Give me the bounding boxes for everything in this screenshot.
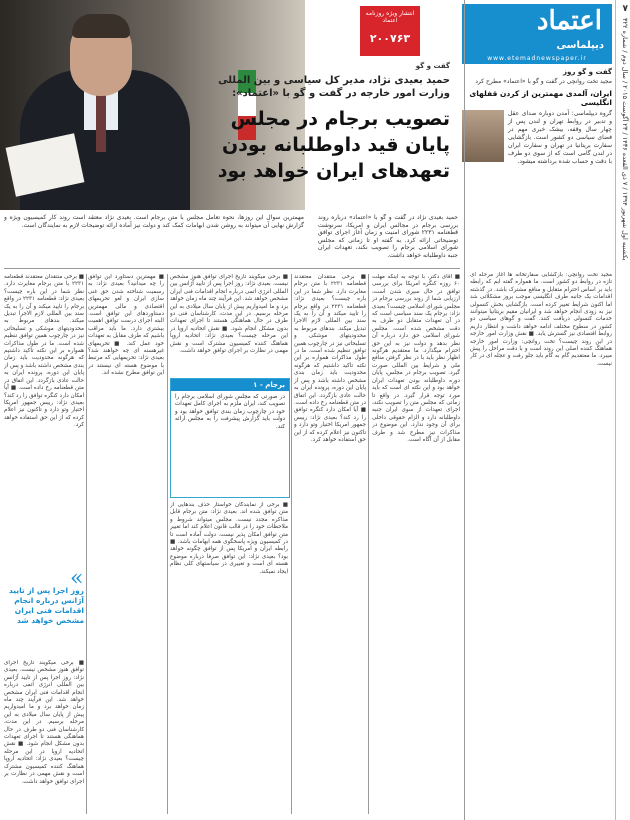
callout-title: برجام - ۱: [171, 379, 289, 391]
column-rule: [291, 274, 292, 814]
masthead: [462, 4, 612, 64]
lead-left: مهمترین سوال این روزها، نحوه تعامل مجلس با متن برجام است. بعیدی نژاد معتقد است روند کار کمیسیون ویژه و گزارش نهایی آن میتواند به روشن شدن ابهامات کمک کند و دولت نیز آماده ارائه توضیحات لازم به نمایندگان است.: [4, 214, 304, 229]
interview-subhead: ایران، آلمدی مهمترین از کردن قفلهای انگلیسی: [469, 89, 612, 107]
article-column-5: ■ مهمترین دستاورد این توافق را چه میدانید؟ بعیدی نژاد: به رسمیت شناخته شدن حق غنی سازی ایران و لغو تحریمهای اقتصادی و مالی مهمترین دستاوردهای این توافق است. البته اجرای درست توافق اهمیت بیشتری دارد. ما باید مراقب باشیم که طرف مقابل به تعهدات خود عمل کند. ■ تحریمهای غیرهسته ای چه خواهند شد؟ بعیدی نژاد: تحریمهایی که مرتبط با موضوع هسته ای نیستند در این توافق مطرح نشده اند.: [88, 274, 164, 377]
horizontal-rule: [4, 268, 460, 269]
date-strip: [615, 0, 630, 820]
article-deck: حمید بعیدی نژاد، مدیر کل سیاسی و بین المللی وزارت امور خارجه در گفت و گو با «اعتماد»:: [218, 75, 450, 99]
red-badge-label: انتشار ویژه روزنامه اعتماد: [365, 10, 415, 24]
red-badge: [360, 6, 420, 56]
interview-intro: مجید تخت روانچی در گفت و گو با «اعتماد» مطرح کرد: [475, 78, 612, 85]
column-rule: [368, 274, 369, 814]
interview-kicker: گفت و گو روز: [562, 68, 612, 76]
newspaper-logo: اعتماد: [536, 6, 602, 36]
article-head: [210, 62, 450, 184]
article-title: تصویب برجام در مجلس پایان قید داوطلبانه بودن تعهدهای ایران خواهد بود: [217, 108, 450, 182]
callout-box: [170, 378, 290, 498]
callout-body: در صورتی که مجلس شورای اسلامی برجام را تصویب کند، ایران ملزم به اجرای کامل تعهدات خود در چارچوب زمان بندی توافق خواهد بود و دولت باید گزارش پیشرفت را به مجلس ارائه کند.: [175, 394, 285, 430]
website-url: www.etemadnewspaper.ir: [487, 55, 587, 62]
article-column-7: ■ برخی میگویند تاریخ اجرای توافق هنوز مشخص نیست. بعیدی نژاد: روز اجرا پس از تایید آژانس بین المللی انرژی اتمی درباره انجام اقدامات فنی ایران مشخص خواهد شد. این فرآیند چند ماه زمان خواهد برد و ما امیدواریم پیش از پایان سال میلادی به این مرحله برسیم. در این مدت، کارشناسان فنی دو طرف در حال هماهنگی هستند تا اجرای تعهدات بدون مشکل انجام شود. ■ نقش اتحادیه اروپا در این مرحله چیست؟ بعیدی نژاد: اتحادیه اروپا هماهنگ کننده کمیسیون مشترک است و نقش مهمی در نظارت بر اجرای توافق خواهد داشت.: [4, 660, 84, 785]
article-column-6: ■ برخی منتقدان معتقدند قطعنامه ۲۲۳۱ با متن برجام مغایرت دارد. نظر شما در این باره چیست؟ بعیدی نژاد: قطعنامه ۲۲۳۱ در واقع برجام را تایید میکند و آن را به یک سند بین المللی لازم الاجرا تبدیل میکند. بندهای مربوط به محدودیتهای موشکی و تسلیحاتی نیز در چارچوب همین توافق تنظیم شده است. ما در طول مذاکرات همواره بر این نکته تاکید داشتیم که هرگونه محدودیت باید زمان بندی مشخص داشته باشد و پس از پایان این دوره، پرونده ایران به حالت عادی بازگردد. این اتفاق در متن قطعنامه رخ داده است. ■ آیا امکان دارد کنگره توافق را رد کند؟ بعیدی نژاد: رییس جمهور امریکا اختیار وتو دارد و تاکنون نیز اعلام کرده که از این حق استفاده خواهد کرد.: [4, 274, 84, 429]
section-divider: [464, 0, 465, 820]
red-badge-number: ۲۰۰۷۶۳: [369, 32, 411, 45]
article-column-3: ■ برخی میگویند تاریخ اجرای توافق هنوز مشخص نیست. بعیدی نژاد: روز اجرا پس از تایید آژانس بین المللی انرژی اتمی درباره انجام اقدامات فنی ایران مشخص خواهد شد. این فرآیند چند ماه زمان خواهد برد و ما امیدواریم پیش از پایان سال میلادی به این مرحله برسیم. در این مدت، کارشناسان فنی دو طرف در حال هماهنگی هستند تا اجرای تعهدات بدون مشکل انجام شود. ■ نقش اتحادیه اروپا در این مرحله چیست؟ بعیدی نژاد: اتحادیه اروپا هماهنگ کننده کمیسیون مشترک است و نقش مهمی در نظارت بر اجرای توافق خواهد داشت.: [170, 274, 288, 355]
pull-quote: روز اجرا پس از تایید آژانس درباره انجام اقدامات فنی ایران مشخص خواهد شد: [8, 586, 84, 625]
article-column-4: ■ برخی از نمایندگان خواستار حذف بندهایی از متن توافق شده اند. بعیدی نژاد: متن برجام قابل مذاکره مجدد نیست. مجلس میتواند شروط و ملاحظات خود را در قالب قانون اعلام کند اما تغییر متن توافق امکان پذیر نیست. دولت آماده است تا در کمیسیون ویژه پاسخگوی همه ابهامات باشد. ■ رابطه ایران و امریکا پس از توافق چگونه خواهد بود؟ بعیدی نژاد: این توافق صرفا درباره موضوع هسته ای است و تغییری در سیاستهای کلی نظام ایجاد نمیکند.: [170, 502, 288, 575]
article-column-1: ■ آقای دکتر، با توجه به اینکه مهلت ۶۰ روزه کنگره امریکا برای بررسی توافق در حال سپری شدن است، ارزیابی شما از روند بررسی برجام در مجلس شورای اسلامی چیست؟ بعیدی نژاد: برجام یک سند سیاسی است که در آن تعهدات متقابل دو طرف به دقت مشخص شده است. مجلس شورای اسلامی حق دارد درباره آن نظر بدهد و دولت نیز به این حق احترام میگذارد. ما معتقدیم هرگونه اظهار نظر باید با در نظر گرفتن منافع ملی و شرایط بین المللی صورت گیرد. تصویب برجام در مجلس، پایان دوره داوطلبانه بودن تعهدات ایران خواهد بود و این نکته ای است که باید مورد توجه قرار گیرد. در واقع تا زمانی که مجلس متن را تصویب نکند، اجرای تعهدات از سوی ایران جنبه داوطلبانه دارد و الزام حقوقی داخلی برای آن وجود ندارد. این موضوع در مذاکرات نیز مطرح شد و طرف مقابل از آن آگاه است.: [372, 274, 460, 443]
quote-mark-icon: «: [70, 566, 84, 591]
portrait-photo: [462, 110, 504, 162]
interview-body: گروه دیپلماسی: آمدن دوباره صدای عقل و تدبیر در روابط تهران و لندن پس از چهار سال وقفه، بیشک خبری مهم در فضای سیاسی دو کشور است. بازگشایی سفارت بریتانیا در تهران و سفارت ایران در لندن گامی است که از سوی دو طرف با دقت و حساب شده برداشته میشود.: [508, 110, 612, 165]
column-rule: [167, 274, 168, 814]
column-rule: [86, 274, 87, 814]
article-tag: گفت و گو: [415, 62, 450, 70]
issue-date: یکشنبه اول شهریور ۱۳۹۴ / ۷ ذی القعده ۱۴۳۶ / ۲۳ آگوست ۲۰۱۵ / سال دوم / شماره ۳۲۲: [621, 18, 629, 261]
lead-right: حمید بعیدی نژاد در گفت و گو با «اعتماد» درباره روند بررسی برجام در مجالس ایران و امریکا، سرنوشت قطعنامه ۲۲۳۱ شورای امنیت و زمان آغاز اجرای توافق توضیحاتی ارائه کرد. به گفته او تا زمانی که مجلس شورای اسلامی برجام را تصویب نکند، تعهدات ایران جنبه داوطلبانه خواهد داشت.: [318, 214, 458, 259]
page-number: ۷: [622, 4, 628, 14]
interview-box: [462, 68, 612, 268]
section-title: دیپلماسی: [556, 40, 604, 51]
article-column-2: ■ برخی منتقدان معتقدند قطعنامه ۲۲۳۱ با متن برجام مغایرت دارد. نظر شما در این باره چیست؟ بعیدی نژاد: قطعنامه ۲۲۳۱ در واقع برجام را تایید میکند و آن را به یک سند بین المللی لازم الاجرا تبدیل میکند. بندهای مربوط به محدودیتهای موشکی و تسلیحاتی نیز در چارچوب همین توافق تنظیم شده است. ما در طول مذاکرات همواره بر این نکته تاکید داشتیم که هرگونه محدودیت باید زمان بندی مشخص داشته باشد و پس از پایان این دوره، پرونده ایران به حالت عادی بازگردد. این اتفاق در متن قطعنامه رخ داده است. ■ آیا امکان دارد کنگره توافق را رد کند؟ بعیدی نژاد: رییس جمهور امریکا اختیار وتو دارد و تاکنون نیز اعلام کرده که از این حق استفاده خواهد کرد.: [294, 274, 366, 443]
interview-column: مجید تخت روانچی: بازگشایی سفارتخانه ها آغاز مرحله ای تازه در روابط دو کشور است. ما همواره گفته ایم که رابطه باید بر اساس احترام متقابل و منافع مشترک باشد. در گذشته اقدامات یک جانبه طرف انگلیسی موجب بروز مشکلاتی شد اما اکنون شرایط تغییر کرده است. بازگشایی بخش کنسولی نیز به زودی انجام خواهد شد و ایرانیان مقیم بریتانیا میتوانند خدمات کنسولی دریافت کنند. گفت و گوهای سیاسی دو کشور در سطوح مختلف ادامه خواهد داشت و انتظار داریم روابط اقتصادی نیز گسترش یابد. ■ نقش وزارت امور خارجه در این روند چیست؟ تخت روانچی: وزارت امور خارجه هماهنگ کننده اصلی این روند است و با دقت مراحل را پیش میبرد. ما معتقدیم گام به گام باید جلو رفت و عجله ای در کار نیست.: [470, 272, 612, 367]
